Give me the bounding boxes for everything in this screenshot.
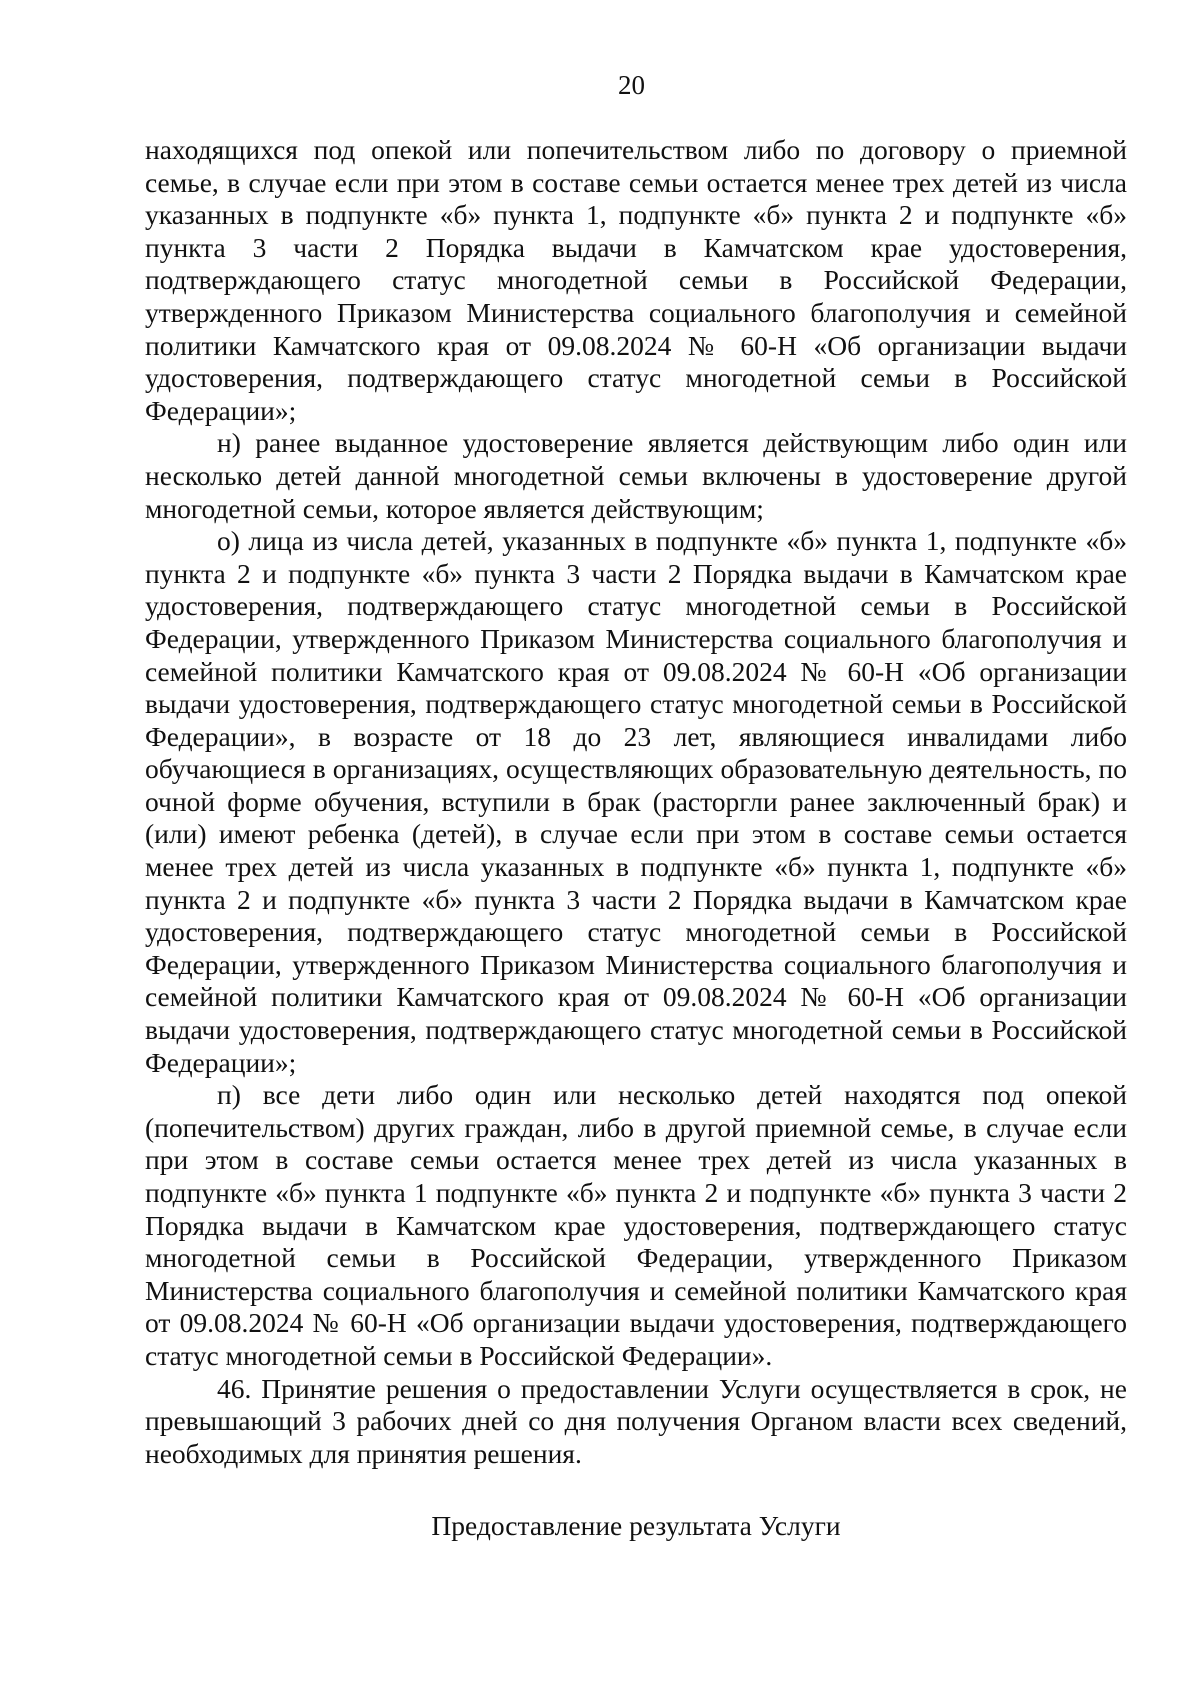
paragraph-item-n: н) ранее выданное удостоверение является действующим либо один или несколько детей данной многодетной семьи включены в удостоверение другой многодетной семьи, которое является действующим;	[145, 427, 1127, 524]
section-heading: Предоставление результата Услуги	[431, 1510, 841, 1541]
document-body	[145, 134, 1127, 1470]
paragraph-item-46: 46. Принятие решения о предоставлении Услуги осуществляется в срок, не превышающий 3 рабочих дней со дня получения Органом власти всех сведений, необходимых для принятия решения.	[145, 1372, 1127, 1469]
page-number: 20	[618, 70, 645, 100]
paragraph-item-p: п) все дети либо один или несколько детей находятся под опекой (попечительством) других граждан, либо в другой приемной семье, в случае если при этом в составе семьи остается менее трех детей из числа указанных в подпункте «б» пункта 1 подпункте «б» пункта 2 и подпункте «б» пункта 3 части 2 Порядка выдачи в Камчатском крае удостоверения, подтверждающего статус многодетной семьи в Российской Федерации, утвержденного Приказом Министерства социального благополучия и семейной политики Камчатского края от 09.08.2024 № 60-Н «Об организации выдачи удостоверения, подтверждающего статус многодетной семьи в Российской Федерации».	[145, 1079, 1127, 1371]
paragraph-continuation: находящихся под опекой или попечительством либо по договору о приемной семье, в случае если при этом в составе семьи остается менее трех детей из числа указанных в подпункте «б» пункта 1, подпункте «б» пункта 2 и подпункте «б» пункта 3 части 2 Порядка выдачи в Камчатском крае удостоверения, подтверждающего статус многодетной семьи в Российской Федерации, утвержденного Приказом Министерства социального благополучия и семейной политики Камчатского края от 09.08.2024 № 60-Н «Об организации выдачи удостоверения, подтверждающего статус многодетной семьи в Российской Федерации»;	[145, 134, 1127, 426]
paragraph-item-o: о) лица из числа детей, указанных в подпункте «б» пункта 1, подпункте «б» пункта 2 и подпункте «б» пункта 3 части 2 Порядка выдачи в Камчатском крае удостоверения, подтверждающего статус многодетной семьи в Российской Федерации, утвержденного Приказом Министерства социального благополучия и семейной политики Камчатского края от 09.08.2024 № 60-Н «Об организации выдачи удостоверения, подтверждающего статус многодетной семьи в Российской Федерации», в возрасте от 18 до 23 лет, являющиеся инвалидами либо обучающиеся в организациях, осуществляющих образовательную деятельность, по очной форме обучения, вступили в брак (расторгли ранее заключенный брак) и (или) имеют ребенка (детей), в случае если при этом в составе семьи остается менее трех детей из числа указанных в подпункте «б» пункта 1, подпункте «б» пункта 2 и подпункте «б» пункта 3 части 2 Порядка выдачи в Камчатском крае удостоверения, подтверждающего статус многодетной семьи в Российской Федерации, утвержденного Приказом Министерства социального благополучия и семейной политики Камчатского края от 09.08.2024 № 60-Н «Об организации выдачи удостоверения, подтверждающего статус многодетной семьи в Российской Федерации»;	[145, 525, 1127, 1078]
